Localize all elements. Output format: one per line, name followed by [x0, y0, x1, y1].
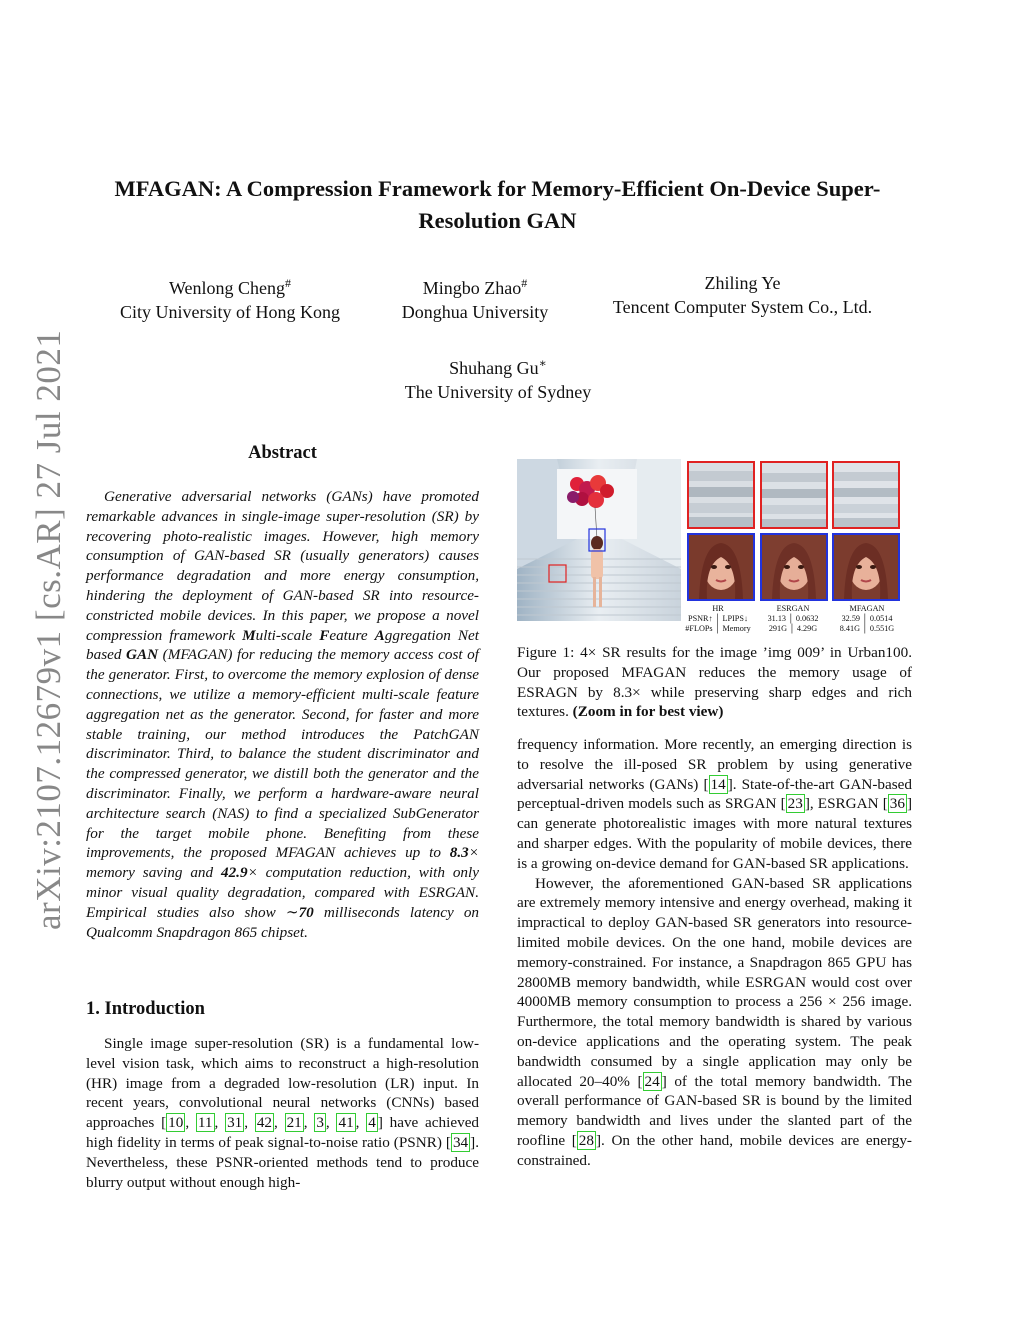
citation-link[interactable]: 14	[710, 775, 726, 793]
metric-value: 31.13 │ 0.0632	[767, 614, 819, 623]
section-heading-introduction: 1. Introduction	[86, 999, 205, 1019]
paper-title: MFAGAN: A Compression Framework for Memory-Efficient On-Device Super-Resolution GAN	[114, 176, 881, 233]
author-affiliation: The University of Sydney	[404, 382, 592, 402]
crop-hr-stairs	[687, 461, 755, 529]
citation-link[interactable]: 11	[197, 1114, 213, 1132]
crop-stairs-image	[762, 463, 826, 527]
figure-main-image	[517, 459, 681, 621]
metric-value: 8.41G │ 0.551G	[839, 624, 895, 633]
citation-link[interactable]: 28	[578, 1131, 594, 1149]
citation-link[interactable]: 42	[256, 1114, 272, 1132]
abstract-heading: Abstract	[248, 443, 317, 463]
author-block	[104, 271, 356, 324]
citation-link[interactable]: 34	[452, 1133, 469, 1151]
author-name: Mingbo Zhao	[422, 278, 522, 298]
paragraph: frequency information. More recently, an emerging direction is to resolve the ill-posed SR problem by using generative adversarial networks (GANs) [ 14 ]. State-of-the-art GAN-based perceptual-driven models such as SRGAN [ 23 ], ESRGAN [ 36 ] can generate photorealistic images with more natural textures and sharper edges. With the popularity of mobile devices, there is a growing on-device demand for GAN-based SR applications.	[517, 736, 913, 872]
crop-esrgan-stairs	[760, 461, 828, 529]
staircase-photo	[517, 459, 681, 621]
crop-esrgan-face	[760, 533, 828, 601]
author-mark: ∗	[538, 356, 547, 370]
author-mark: #	[285, 276, 292, 290]
figure-metrics-mfagan	[829, 604, 905, 634]
citation-link[interactable]: 41	[338, 1114, 354, 1132]
citation-link[interactable]: 3	[316, 1114, 324, 1132]
author-affiliation: City University of Hong Kong	[120, 302, 340, 322]
crop-face-image	[834, 535, 898, 599]
citation-link[interactable]: 31	[227, 1114, 243, 1132]
arxiv-identifier: arXiv:2107.12679v1 [cs.AR] 27 Jul 2021	[29, 329, 68, 930]
crop-face-image	[762, 535, 826, 599]
crop-stairs-image	[834, 463, 898, 527]
citation-link[interactable]: 10	[168, 1114, 184, 1132]
citation-link[interactable]: 24	[644, 1072, 660, 1090]
author-affiliation: Tencent Computer System Co., Ltd.	[612, 297, 873, 317]
crop-stairs-image	[689, 463, 753, 527]
citation-link[interactable]: 23	[787, 795, 803, 813]
figure-metrics-hr	[672, 604, 764, 634]
author-block	[380, 351, 616, 404]
method-label: ESRGAN	[776, 604, 810, 613]
metric-row-label: #FLOPs │ Memory	[685, 624, 751, 633]
figure-metrics-esrgan	[757, 604, 829, 634]
author-mark: #	[521, 276, 528, 290]
paragraph: However, the aforementioned GAN-based SR applications are extremely memory intensive and energy overhead, making it impractical to deploy GAN-based SR generators into resource-limited mobile devices. On the one hand, mobile devices are memory-constrained. For instance, a Snapdragon 865 GPU has 2800MB memory bandwidth, while ESRGAN would cost over 4000MB memory consumption to process a 256 × 256 image. Furthermore, the total memory bandwidth is shared by various on-device applications and the operating system. The peak bandwidth consumed by a single application may only be allocated 20–40% [ 24 ] of the total memory bandwidth. The overall performance of GAN-based SR is bound by the limited memory bandwidth and lives under the slanted part of the roofline [ 28 ]. On the other hand, mobile devices are energy-constrained.	[517, 874, 912, 1169]
author-name: Wenlong Cheng	[168, 278, 286, 298]
figure-caption: Figure 1: 4× SR results for the image ’img 009’ in Urban100. Our proposed MFAGAN reduces the memory usage of ESRAGN by 8.3× while preserving sharp edges and rich textures. (Zoom in for best view)	[517, 644, 912, 721]
metric-value: 32.59 │ 0.0514	[841, 614, 893, 623]
author-affiliation: Donghua University	[401, 302, 549, 322]
citation-link[interactable]: 21	[286, 1114, 302, 1132]
citation-link[interactable]: 4	[368, 1114, 376, 1132]
method-label: MFAGAN	[849, 604, 885, 613]
crop-mfagan-face	[832, 533, 900, 601]
right-column-text	[517, 735, 912, 1171]
metric-row-label: PSNR↑ │ LPIPS↓	[688, 614, 748, 623]
author-block	[590, 271, 895, 319]
crop-face-image	[689, 535, 753, 599]
author-name: Shuhang Gu	[449, 358, 539, 378]
metric-value: 291G │ 4.29G	[768, 624, 818, 633]
citation-link[interactable]: 36	[889, 795, 905, 813]
crop-hr-face	[687, 533, 755, 601]
author-name: Zhiling Ye	[704, 273, 781, 293]
intro-paragraph: Single image super-resolution (SR) is a fundamental low-level vision task, which aims to reconstruct a high-resolution (HR) image from a degraded low-resolution (LR) input. In recent years, convolutional neural networks (CNNs) based approaches [ 10 , 11 , 31 , 42 , 21 , 3 , 41 , 4 ] have achieved high fidelity in terms of peak signal-to-noise ratio (PSNR) [ 34 ]. Nevertheless, these PSNR-oriented methods tend to produce blurry output without enough high-	[86, 1035, 480, 1191]
author-block	[380, 271, 570, 324]
abstract-text: Generative adversarial networks (GANs) have promoted remarkable advances in single-image super-resolution (SR) by recovering photo-realistic images. However, high memory consumption of GAN-based SR (usually generators) causes performance degradation and more energy consumption, hindering the deployment of GAN-based SR into resource-constricted mobile devices. In this paper, we propose a novel compression framework Multi-scale Feature Aggregation Net based GAN (MFAGAN) for reducing the memory access cost of the generator. First, to overcome the memory explosion of dense connections, we utilize a memory-efficient multi-scale feature aggregation net as the generator. Second, for faster and more stable training, our method introduces the PatchGAN discriminator. Third, to balance the student discriminator and the compressed generator, we distill both the generator and the discriminator. Finally, we perform a hardware-aware neural architecture search (NAS) to find a specialized SubGenerator for the target mobile phone. Benefiting from these improvements, the proposed MFAGAN achieves up to 8.3× memory saving and 42.9× computation reduction, with only minor visual quality degradation, compared with ESRGAN. Empirical studies also show ∼70 milliseconds latency on Qualcomm Snapdragon 865 chipset.	[86, 488, 480, 941]
method-label: HR	[712, 604, 724, 613]
crop-mfagan-stairs	[832, 461, 900, 529]
